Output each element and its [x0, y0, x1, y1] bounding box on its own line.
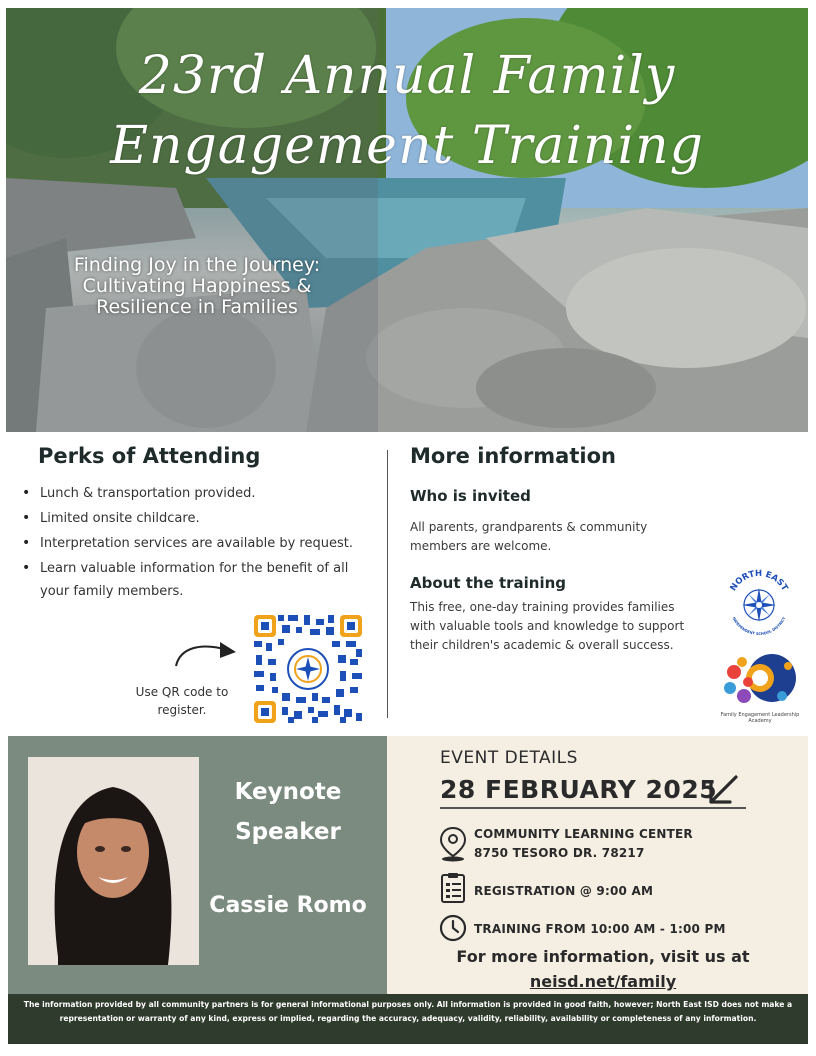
speaker-name: Cassie Romo — [209, 893, 367, 918]
hero-banner — [6, 8, 808, 432]
perk-item: • Lunch & transportation provided. — [22, 482, 372, 505]
logo-text: NORTH EAST — [728, 568, 790, 593]
website-link[interactable]: neisd.net/family — [529, 972, 677, 991]
perk-item: • Limited onsite childcare. — [22, 507, 372, 530]
qr-caption: Use QR code to register. — [135, 685, 229, 717]
more-info-heading: More information — [410, 444, 616, 468]
event-details-label: EVENT DETAILS — [440, 748, 578, 768]
clock-icon — [439, 914, 467, 942]
perks-list — [22, 482, 372, 605]
registration-time: REGISTRATION @ 9:00 AM — [474, 884, 654, 898]
about-training-text: This free, one-day training provides families with valuable tools and knowledge to support their children's academic & overall success. — [410, 600, 685, 652]
location-name: COMMUNITY LEARNING CENTER — [474, 827, 693, 841]
perks-heading: Perks of Attending — [38, 444, 261, 468]
column-divider — [387, 450, 388, 718]
curved-arrow-icon — [170, 636, 242, 670]
more-info-text: For more information, visit us at — [456, 947, 750, 966]
speaker-photo — [28, 757, 199, 965]
title-line-1: 23rd Annual Family — [138, 46, 676, 106]
title-line-2: Engagement Training — [110, 116, 704, 176]
date-underline — [440, 807, 746, 809]
who-invited-heading: Who is invited — [410, 487, 531, 505]
keynote-label: Keynote Speaker — [234, 779, 342, 845]
event-date: 28 FEBRUARY 2025 — [440, 775, 718, 804]
location-address: 8750 TESORO DR. 78217 — [474, 846, 645, 860]
perk-item: • Learn valuable information for the benefit of all your family members. — [22, 557, 372, 603]
location-pin-icon — [439, 826, 467, 862]
academy-logo — [720, 652, 798, 710]
training-time: TRAINING FROM 10:00 AM - 1:00 PM — [474, 922, 726, 936]
who-invited-text: All parents, grandparents & community members are welcome. — [410, 520, 648, 553]
neisd-logo — [722, 566, 796, 640]
hero-subtitle: Finding Joy in the Journey: Cultivating Happiness & Resilience in Families — [73, 254, 321, 318]
about-training-heading: About the training — [410, 574, 567, 592]
logo-subtext: INDEPENDENT SCHOOL DISTRICT — [731, 616, 787, 637]
qr-code[interactable] — [252, 613, 364, 725]
disclaimer-text: The information provided by all community partners is for general informational purposes only. All information is provided in good faith, however; North East ISD does not make a representation or warranty of any kind, express or implied, regarding the accuracy, adequacy, validity, reliability, availability or completeness of any information. — [23, 1000, 793, 1023]
arrow-down-left-icon — [704, 774, 742, 806]
perk-item: • Interpretation services are available by request. — [22, 532, 372, 555]
clipboard-icon — [440, 872, 466, 904]
academy-caption: Family Engagement Leadership Academy — [720, 712, 800, 724]
